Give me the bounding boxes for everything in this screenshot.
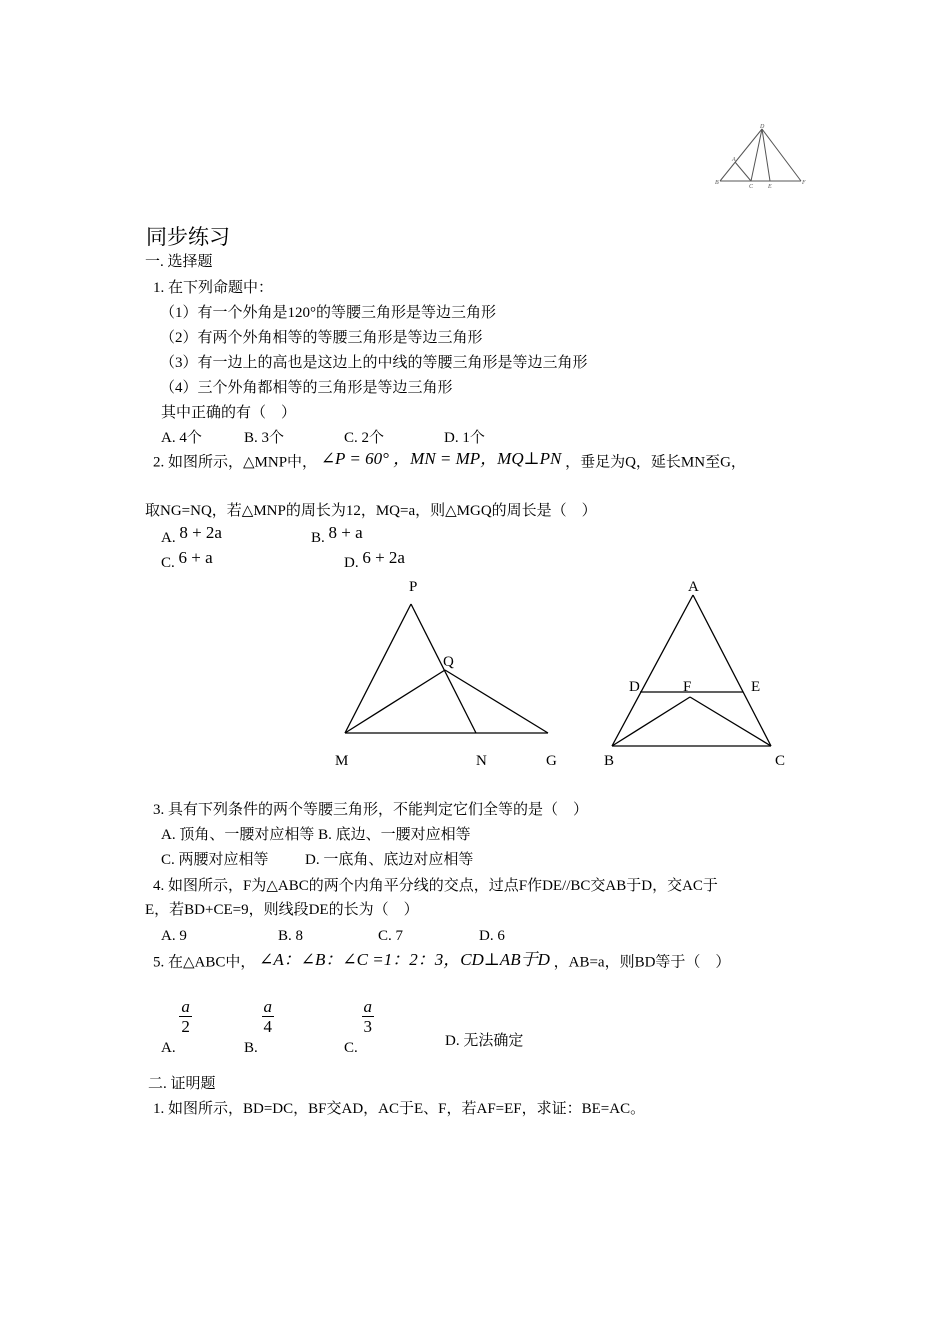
q2-option-c bbox=[161, 548, 213, 569]
label-q: Q bbox=[443, 654, 454, 670]
q4-option-d: D. 6 bbox=[479, 928, 505, 944]
q5-pre: 5. 在△ABC中， bbox=[153, 954, 256, 971]
segment-mp bbox=[345, 604, 411, 733]
top-fig-label-e: E bbox=[768, 184, 772, 190]
top-fig-line bbox=[762, 129, 770, 181]
option-text: 无法确定 bbox=[463, 1033, 524, 1049]
q5-post: ，AB=a，则BD等于（ ） bbox=[553, 954, 731, 971]
option-letter: B. bbox=[311, 530, 325, 546]
q1-option-c: C. 2个 bbox=[344, 430, 385, 446]
q5-math: ∠A：∠B：∠C =1：2：3，CD⊥AB于D bbox=[259, 949, 550, 969]
page-title: 同步练习 bbox=[146, 225, 230, 249]
label-m: M bbox=[335, 753, 349, 769]
option-expr: 6 + 2a bbox=[362, 548, 405, 567]
label-f: F bbox=[683, 679, 692, 695]
label-e: E bbox=[751, 679, 761, 695]
numerator: a bbox=[363, 997, 373, 1016]
option-letter: A. bbox=[161, 530, 176, 546]
q3-stem: 3. 具有下列条件的两个等腰三角形，不能判定它们全等的是（ ） bbox=[153, 802, 589, 818]
fraction bbox=[362, 997, 375, 1037]
q1-ask: 其中正确的有（ ） bbox=[161, 405, 297, 421]
option-expr: 8 + 2a bbox=[179, 523, 222, 542]
option-letter: D. bbox=[344, 555, 359, 571]
figure-triangle-abc bbox=[598, 570, 798, 780]
q3-option-c: C. 两腰对应相等 bbox=[161, 852, 269, 868]
label-b: B bbox=[604, 753, 615, 769]
q5-option-d bbox=[445, 1031, 523, 1051]
label-d: D bbox=[629, 679, 640, 695]
q3-row1: A. 顶角、一腰对应相等 B. 底边、一腰对应相等 bbox=[161, 827, 471, 843]
segment-bf bbox=[612, 697, 690, 746]
section1-heading: 一. 选择题 bbox=[145, 254, 213, 270]
top-fig-label-c: C bbox=[749, 184, 754, 190]
top-fig-line bbox=[751, 129, 762, 181]
top-fig-line bbox=[735, 162, 751, 181]
q2-pre: 2. 如图所示，△MNP中， bbox=[153, 454, 318, 471]
q1-option-b: B. 3个 bbox=[244, 430, 285, 446]
top-fig-line bbox=[720, 129, 762, 181]
top-figure bbox=[714, 122, 814, 192]
numerator: a bbox=[181, 997, 190, 1016]
q2-option-b bbox=[311, 523, 363, 544]
option-expr: 6 + a bbox=[178, 548, 213, 567]
segment-ac bbox=[693, 595, 771, 746]
option-letter: D. bbox=[445, 1033, 460, 1049]
fraction bbox=[262, 997, 275, 1037]
q1-stem: 1. 在下列命题中： bbox=[153, 280, 274, 296]
q1-item: （3）有一边上的高也是这边上的中线的等腰三角形是等边三角形 bbox=[160, 355, 588, 371]
label-p: P bbox=[409, 579, 418, 595]
section2-q1: 1. 如图所示，BD=DC，BF交AD，AC于E、F，若AF=EF，求证：BE=AC。 bbox=[153, 1101, 646, 1117]
top-fig-label-a: A bbox=[732, 157, 736, 163]
q5-option-a bbox=[161, 997, 192, 1057]
top-fig-label-d: D bbox=[760, 124, 765, 130]
option-letter: C. bbox=[161, 555, 175, 571]
top-fig-label-f: F bbox=[802, 180, 806, 186]
q1-item: （2）有两个外角相等的等腰三角形是等边三角形 bbox=[160, 330, 483, 346]
q1-item: （4）三个外角都相等的三角形是等边三角形 bbox=[160, 380, 453, 396]
q4-option-b: B. 8 bbox=[278, 928, 304, 944]
option-letter: C. bbox=[344, 1040, 358, 1057]
label-c: C bbox=[775, 753, 786, 769]
figure-triangle-mnp bbox=[320, 570, 580, 780]
top-fig-line bbox=[762, 129, 801, 181]
numerator: a bbox=[263, 997, 273, 1016]
q1-item: （1）有一个外角是120°的等腰三角形是等边三角形 bbox=[160, 305, 497, 321]
q2-option-a bbox=[161, 523, 222, 544]
q2-post: ，垂足为Q，延长MN至G， bbox=[565, 454, 746, 471]
segment-ab bbox=[612, 595, 693, 746]
denominator: 2 bbox=[181, 1017, 190, 1036]
q5-line bbox=[153, 949, 731, 978]
q4-option-a: A. 9 bbox=[161, 928, 187, 944]
q5-option-c bbox=[344, 997, 374, 1057]
q1-option-d: D. 1个 bbox=[444, 430, 485, 446]
label-n: N bbox=[476, 753, 487, 769]
segment-mq bbox=[345, 670, 445, 733]
denominator: 3 bbox=[363, 1017, 373, 1036]
q5-option-b bbox=[244, 997, 274, 1057]
q4-option-c: C. 7 bbox=[378, 928, 404, 944]
denominator: 4 bbox=[263, 1017, 273, 1036]
label-a: A bbox=[688, 579, 699, 595]
q2-option-d bbox=[344, 548, 405, 569]
label-g: G bbox=[546, 753, 557, 769]
option-expr: 8 + a bbox=[328, 523, 363, 542]
q2-line2: 取NG=NQ，若△MNP的周长为12，MQ=a，则△MGQ的周长是（ ） bbox=[145, 503, 597, 519]
q4-line2: E，若BD+CE=9，则线段DE的长为（ ） bbox=[145, 902, 419, 918]
q2-line1 bbox=[153, 448, 746, 478]
q4-line1: 4. 如图所示，F为△ABC的两个内角平分线的交点，过点F作DE//BC交AB于D，交AC于 bbox=[153, 878, 718, 894]
q1-option-a: A. 4个 bbox=[161, 430, 202, 446]
section2-heading: 二. 证明题 bbox=[148, 1076, 216, 1092]
option-letter: B. bbox=[244, 1040, 258, 1057]
top-fig-label-b: B bbox=[715, 180, 719, 186]
q2-math: ∠P = 60° ，MN = MP，MQ⊥PN bbox=[320, 448, 562, 468]
q3-option-d: D. 一底角、底边对应相等 bbox=[305, 852, 474, 868]
fraction bbox=[179, 997, 192, 1037]
option-letter: A. bbox=[161, 1040, 176, 1057]
